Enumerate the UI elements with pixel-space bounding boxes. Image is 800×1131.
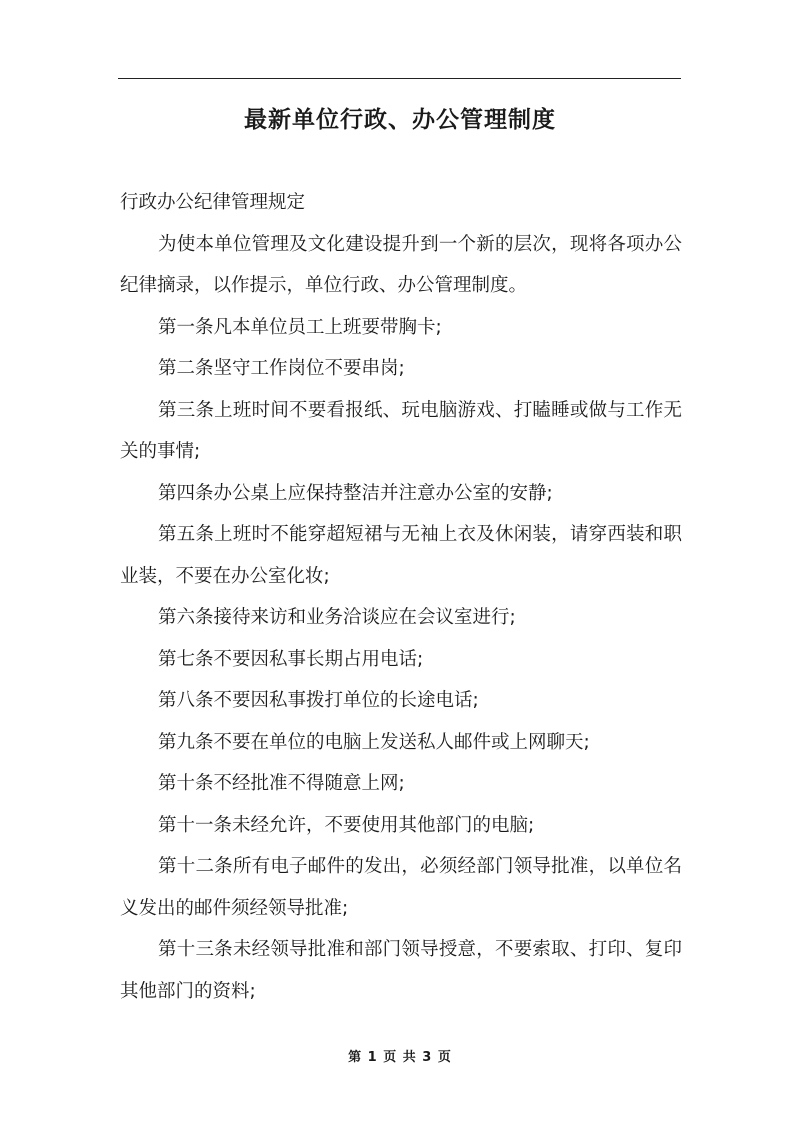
paragraph-article-12: 第十二条所有电子邮件的发出，必须经部门领导批准，以单位名义发出的邮件须经领导批准; [120,856,682,919]
paragraph-article-10: 第十条不经批准不得随意上网; [158,773,405,794]
section-heading: 行政办公纪律管理规定 [120,192,306,213]
paragraph-article-11: 第十一条未经允许，不要使用其他部门的电脑; [158,814,535,836]
paragraph-article-2: 第二条坚守工作岗位不要串岗; [158,358,405,379]
paragraph-article-7: 第七条不要因私事长期占用电话; [158,648,424,670]
page-number-footer: 第 1 页 共 3 页 [348,1050,452,1065]
paragraph-article-6: 第六条接待来访和业务洽谈应在会议室进行; [158,607,516,628]
paragraph-article-9: 第九条不要在单位的电脑上发送私人邮件或上网聊天; [158,731,590,753]
paragraph-article-5: 第五条上班时不能穿超短裙与无袖上衣及休闲装，请穿西装和职业装，不要在办公室化妆; [120,524,682,587]
paragraph-article-3: 第三条上班时间不要看报纸、玩电脑游戏、打瞌睡或做与工作无关的事情; [120,399,682,462]
paragraph-article-4: 第四条办公桌上应保持整洁并注意办公室的安静; [158,482,553,504]
paragraph-article-1: 第一条凡本单位员工上班要带胸卡; [158,316,442,338]
header-rule [118,78,681,79]
document-title: 最新单位行政、办公管理制度 [244,107,556,133]
paragraph-article-13: 第十三条未经领导批准和部门领导授意，不要索取、打印、复印其他部门的资料; [120,939,682,1002]
paragraph-intro: 为使本单位管理及文化建设提升到一个新的层次，现将各项办公纪律摘录，以作提示，单位行政、办公管理制度。 [120,233,682,296]
document-body [120,182,682,1012]
paragraph-article-8: 第八条不要因私事拨打单位的长途电话; [158,690,479,711]
